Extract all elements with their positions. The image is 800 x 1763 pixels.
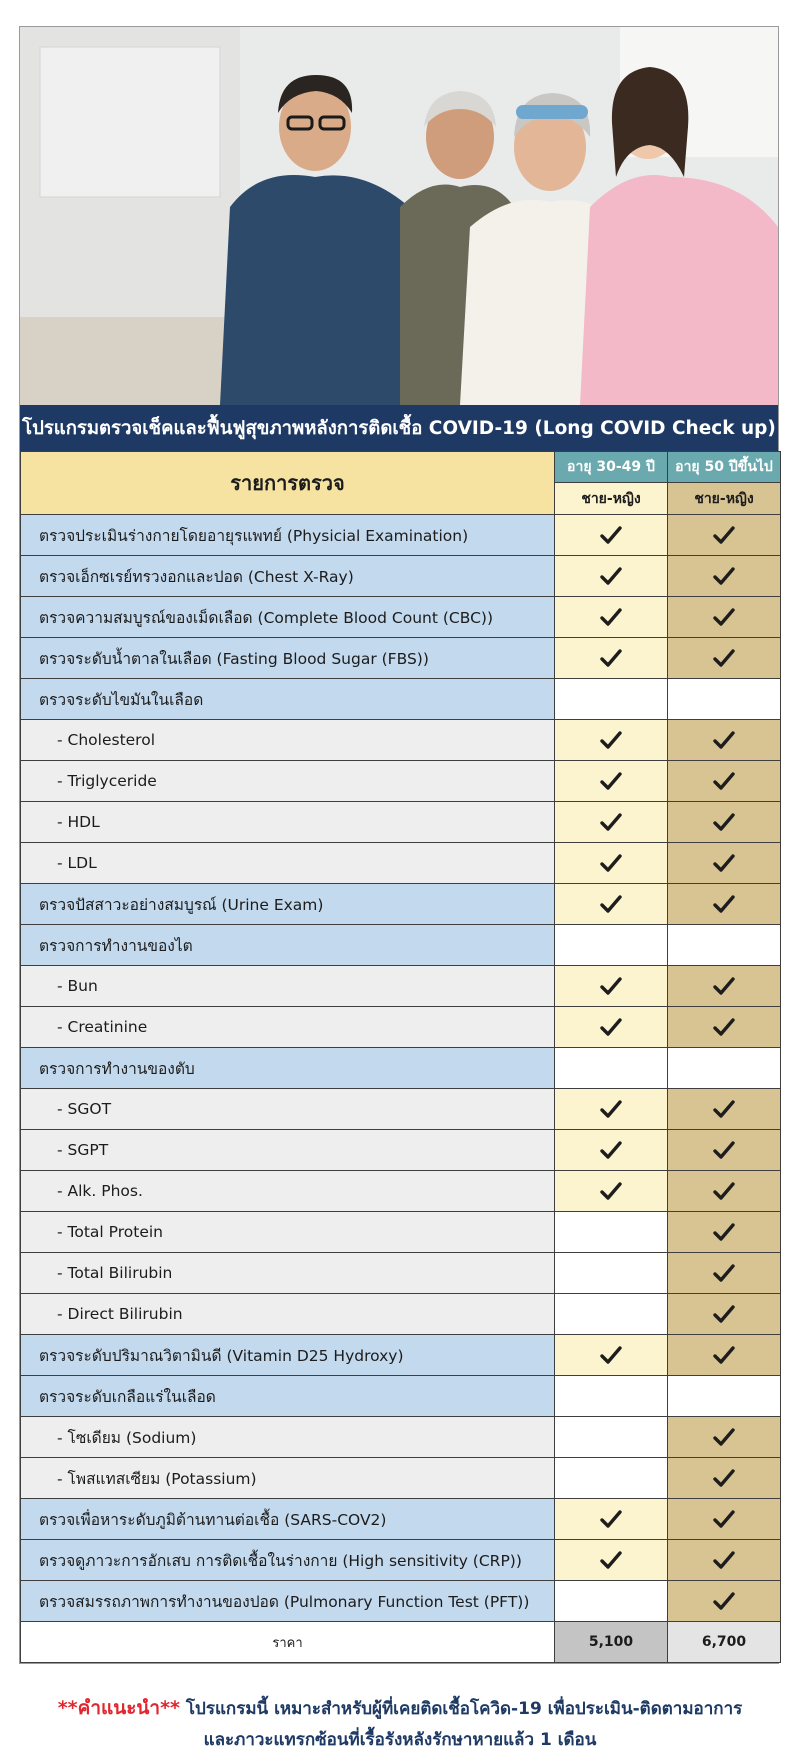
check-icon (600, 648, 622, 668)
table-row (21, 1376, 781, 1417)
check-icon (600, 853, 622, 873)
group-a-cell (555, 1499, 668, 1540)
group-a-age-header: อายุ 30-49 ปี (555, 452, 668, 483)
group-b-cell (668, 761, 781, 802)
table-row (21, 1499, 781, 1540)
group-b-cell (668, 1335, 781, 1376)
row-label: ตรวจความสมบูรณ์ของเม็ดเลือด (Complete Blood Count (CBC)) (21, 597, 555, 638)
check-icon (600, 1017, 622, 1037)
program-title: โปรแกรมตรวจเช็คและฟื้นฟูสุขภาพหลังการติดเชื้อ COVID-19 (Long COVID Check up) (20, 405, 778, 451)
recommendation-line-1: โปรแกรมนี้ เหมาะสำหรับผู้ที่เคยติดเชื้อโควิด-19 เพื่อประเมิน-ติดตามอาการ (185, 1699, 743, 1719)
check-icon (713, 525, 735, 545)
table-row (21, 556, 781, 597)
check-icon (600, 730, 622, 750)
group-a-cell (555, 679, 668, 720)
table-row (21, 638, 781, 679)
row-label: ตรวจระดับปริมาณวิตามินดี (Vitamin D25 Hydroxy) (21, 1335, 555, 1376)
row-label: ตรวจระดับเกลือแร่ในเลือด (21, 1376, 555, 1417)
check-icon (600, 1509, 622, 1529)
group-a-cell (555, 638, 668, 679)
group-a-price: 5,100 (555, 1622, 668, 1663)
group-b-cell (668, 1212, 781, 1253)
check-icon (713, 1509, 735, 1529)
check-icon (600, 525, 622, 545)
row-label: - Cholesterol (21, 720, 555, 761)
row-label: ตรวจสมรรถภาพการทำงานของปอด (Pulmonary Function Test (PFT)) (21, 1581, 555, 1622)
program-card (19, 26, 779, 1664)
group-a-cell (555, 1130, 668, 1171)
check-icon (713, 1427, 735, 1447)
group-b-price: 6,700 (668, 1622, 781, 1663)
check-icon (600, 812, 622, 832)
row-label: ตรวจการทำงานของตับ (21, 1048, 555, 1089)
check-icon (713, 853, 735, 873)
table-row (21, 1089, 781, 1130)
row-label: - Alk. Phos. (21, 1171, 555, 1212)
table-row (21, 1212, 781, 1253)
checkup-table (20, 451, 781, 1663)
group-b-cell (668, 720, 781, 761)
group-a-cell (555, 925, 668, 966)
check-icon (713, 771, 735, 791)
table-row (21, 515, 781, 556)
check-icon (713, 1140, 735, 1160)
row-label: ตรวจระดับไขมันในเลือด (21, 679, 555, 720)
group-b-cell (668, 1417, 781, 1458)
table-row (21, 843, 781, 884)
check-icon (713, 1181, 735, 1201)
group-a-cell (555, 1581, 668, 1622)
group-a-cell (555, 556, 668, 597)
group-b-cell (668, 597, 781, 638)
group-a-cell (555, 515, 668, 556)
table-row (21, 1458, 781, 1499)
group-b-cell (668, 1499, 781, 1540)
row-label: - โซเดียม (Sodium) (21, 1417, 555, 1458)
row-label: ตรวจเอ็กซเรย์ทรวงอกและปอด (Chest X-Ray) (21, 556, 555, 597)
check-icon (600, 607, 622, 627)
table-row (21, 1048, 781, 1089)
group-a-cell (555, 802, 668, 843)
check-icon (713, 1345, 735, 1365)
table-row (21, 1007, 781, 1048)
check-icon (713, 976, 735, 996)
table-row (21, 1417, 781, 1458)
row-label: - Bun (21, 966, 555, 1007)
group-a-cell (555, 1048, 668, 1089)
group-a-cell (555, 597, 668, 638)
table-row (21, 1540, 781, 1581)
row-label: ตรวจระดับน้ำตาลในเลือด (Fasting Blood Sugar (FBS)) (21, 638, 555, 679)
row-label: - Total Protein (21, 1212, 555, 1253)
row-label: - โพสแทสเซียม (Potassium) (21, 1458, 555, 1499)
family-photo (20, 27, 778, 405)
row-label: ตรวจประเมินร่างกายโดยอายุรแพทย์ (Physicial Examination) (21, 515, 555, 556)
group-b-cell (668, 843, 781, 884)
check-icon (713, 1099, 735, 1119)
group-a-cell (555, 1007, 668, 1048)
recommendation-note (0, 1693, 800, 1756)
group-a-cell (555, 1089, 668, 1130)
check-icon (713, 1591, 735, 1611)
check-icon (600, 1181, 622, 1201)
group-b-cell (668, 1171, 781, 1212)
group-b-cell (668, 638, 781, 679)
group-b-cell (668, 1130, 781, 1171)
group-a-cell (555, 884, 668, 925)
group-a-cell (555, 1212, 668, 1253)
group-b-cell (668, 884, 781, 925)
group-a-cell (555, 720, 668, 761)
check-icon (600, 1550, 622, 1570)
check-icon (713, 1468, 735, 1488)
family-photo-illustration (20, 27, 778, 405)
group-a-cell (555, 1294, 668, 1335)
check-icon (600, 771, 622, 791)
group-a-cell (555, 966, 668, 1007)
table-row (21, 720, 781, 761)
check-icon (713, 566, 735, 586)
table-row (21, 1253, 781, 1294)
table-row (21, 1171, 781, 1212)
group-b-cell (668, 1253, 781, 1294)
group-b-cell (668, 1089, 781, 1130)
check-icon (713, 648, 735, 668)
group-b-cell (668, 515, 781, 556)
check-icon (713, 1263, 735, 1283)
item-column-header: รายการตรวจ (21, 452, 555, 515)
table-row (21, 966, 781, 1007)
group-b-cell (668, 966, 781, 1007)
table-row (21, 1294, 781, 1335)
group-b-age-header: อายุ 50 ปีขึ้นไป (668, 452, 781, 483)
check-icon (600, 1099, 622, 1119)
check-icon (713, 607, 735, 627)
group-a-cell (555, 1335, 668, 1376)
row-label: ตรวจเพื่อหาระดับภูมิต้านทานต่อเชื้อ (SARS-COV2) (21, 1499, 555, 1540)
row-label: - Total Bilirubin (21, 1253, 555, 1294)
row-label: - HDL (21, 802, 555, 843)
group-b-cell (668, 556, 781, 597)
price-row (21, 1622, 781, 1663)
check-icon (600, 976, 622, 996)
check-icon (713, 1550, 735, 1570)
table-row (21, 1335, 781, 1376)
table-row (21, 597, 781, 638)
check-icon (600, 1140, 622, 1160)
group-b-cell (668, 1581, 781, 1622)
recommendation-prefix: **คำแนะนำ** (57, 1697, 180, 1719)
group-b-cell (668, 1294, 781, 1335)
check-icon (713, 894, 735, 914)
group-a-cell (555, 1253, 668, 1294)
check-icon (713, 1017, 735, 1037)
group-b-cell (668, 802, 781, 843)
table-row (21, 761, 781, 802)
row-label: - SGOT (21, 1089, 555, 1130)
check-icon (713, 1222, 735, 1242)
table-row (21, 1581, 781, 1622)
table-row (21, 802, 781, 843)
group-a-cell (555, 843, 668, 884)
group-b-cell (668, 1007, 781, 1048)
group-b-cell (668, 1376, 781, 1417)
group-a-sex-header: ชาย-หญิง (555, 483, 668, 515)
price-label: ราคา (21, 1622, 555, 1663)
row-label: ตรวจปัสสาวะอย่างสมบูรณ์ (Urine Exam) (21, 884, 555, 925)
group-a-cell (555, 1458, 668, 1499)
group-a-cell (555, 1417, 668, 1458)
table-row (21, 1130, 781, 1171)
table-row (21, 679, 781, 720)
group-a-cell (555, 1171, 668, 1212)
table-row (21, 925, 781, 966)
check-icon (713, 812, 735, 832)
group-a-cell (555, 1376, 668, 1417)
group-b-cell (668, 679, 781, 720)
group-b-cell (668, 1048, 781, 1089)
row-label: ตรวจดูภาวะการอักเสบ การติดเชื้อในร่างกาย (High sensitivity (CRP)) (21, 1540, 555, 1581)
check-icon (713, 730, 735, 750)
row-label: - SGPT (21, 1130, 555, 1171)
group-b-sex-header: ชาย-หญิง (668, 483, 781, 515)
recommendation-line-2: และภาวะแทรกซ้อนที่เรื้อรังหลังรักษาหายแล้ว 1 เดือน (203, 1730, 597, 1750)
check-icon (713, 1304, 735, 1324)
group-a-cell (555, 761, 668, 802)
group-b-cell (668, 1458, 781, 1499)
row-label: - Triglyceride (21, 761, 555, 802)
group-b-cell (668, 1540, 781, 1581)
check-icon (600, 566, 622, 586)
row-label: - Creatinine (21, 1007, 555, 1048)
check-icon (600, 1345, 622, 1365)
check-icon (600, 894, 622, 914)
row-label: - Direct Bilirubin (21, 1294, 555, 1335)
row-label: - LDL (21, 843, 555, 884)
group-b-cell (668, 925, 781, 966)
row-label: ตรวจการทำงานของไต (21, 925, 555, 966)
table-row (21, 884, 781, 925)
group-a-cell (555, 1540, 668, 1581)
